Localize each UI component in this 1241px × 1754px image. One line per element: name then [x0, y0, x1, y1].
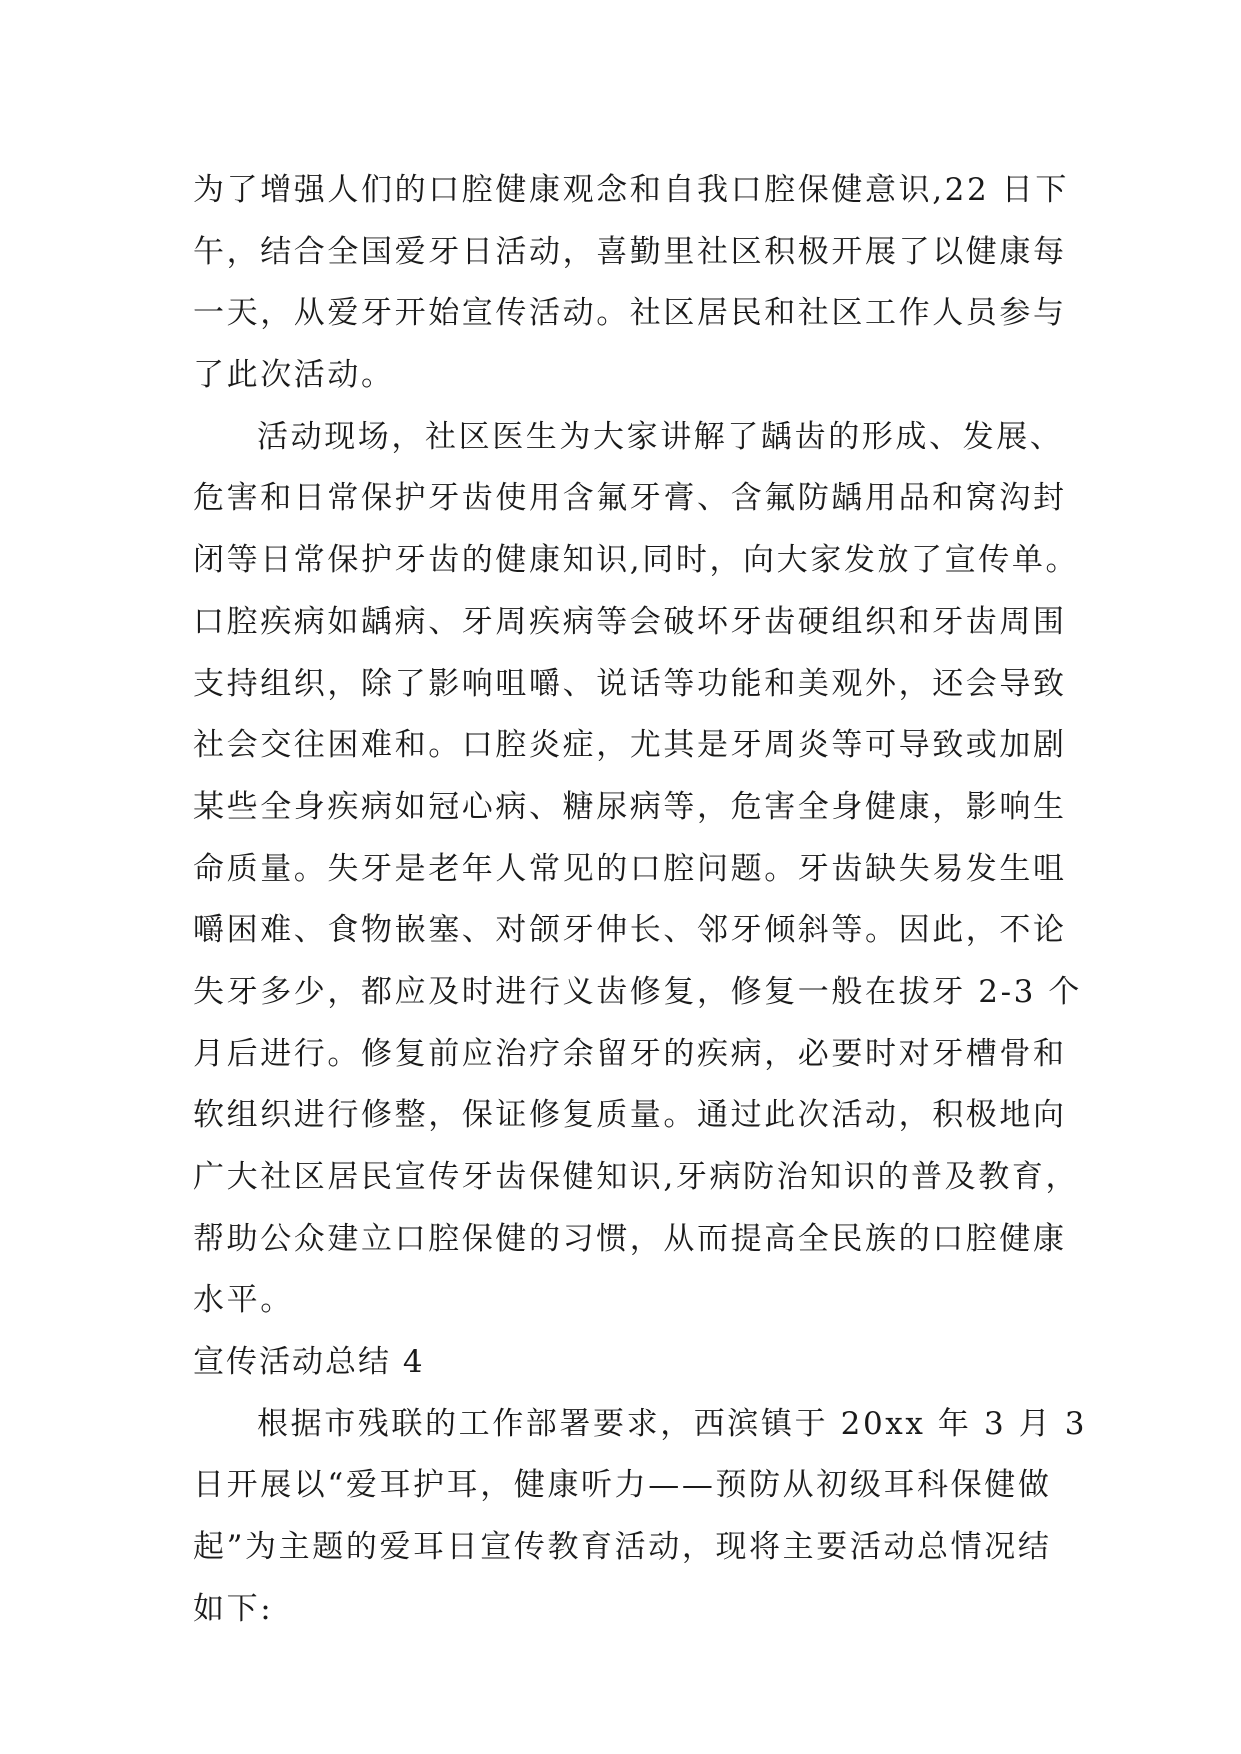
- text-line: 危害和日常保护牙齿使用含氟牙膏、含氟防龋用品和窝沟封: [193, 480, 1067, 517]
- text-line: 失牙多少，都应及时进行义齿修复，修复一般在拔牙 2-3 个: [193, 973, 1083, 1010]
- text-line: 嚼困难、食物嵌塞、对颌牙伸长、邻牙倾斜等。因此，不论: [193, 912, 1067, 949]
- text-line: 日开展以“爱耳护耳，健康听力——预防从初级耳科保健做: [193, 1467, 1052, 1504]
- text-line: 为了增强人们的口腔健康观念和自我口腔保健意识,22 日下: [193, 172, 1069, 208]
- text-line: 帮助公众建立口腔保健的习惯，从而提高全民族的口腔健康: [193, 1220, 1067, 1257]
- text-line: 广大社区居民宣传牙齿保健知识,牙病防治知识的普及教育，: [193, 1159, 1080, 1195]
- text-line: 命质量。失牙是老年人常见的口腔问题。牙齿缺失易发生咀: [193, 850, 1067, 887]
- text-line: 了此次活动。: [193, 357, 395, 394]
- text-line: 软组织进行修整，保证修复质量。通过此次活动，积极地向: [193, 1097, 1067, 1134]
- text-line: 口腔疾病如龋病、牙周疾病等会破坏牙齿硬组织和牙齿周围: [193, 603, 1067, 640]
- paragraph-2: [193, 407, 1083, 1332]
- text-line: 月后进行。修复前应治疗余留牙的疾病，必要时对牙槽骨和: [193, 1035, 1067, 1072]
- text-line: 一天，从爱牙开始宣传活动。社区居民和社区工作人员参与: [193, 295, 1067, 332]
- text-line: 活动现场，社区医生为大家讲解了龋齿的形成、发展、: [257, 418, 1064, 455]
- text-line: 根据市残联的工作部署要求，西滨镇于 20xx 年 3 月 3: [257, 1405, 1088, 1442]
- text-line: 如下:: [193, 1590, 274, 1627]
- text-line: 闭等日常保护牙齿的健康知识,同时，向大家发放了宣传单。: [193, 542, 1080, 579]
- text-line: 支持组织，除了影响咀嚼、说话等功能和美观外，还会导致: [193, 665, 1067, 702]
- section-heading: 宣传活动总结 4: [193, 1344, 425, 1381]
- text-line: 某些全身疾病如冠心病、糖尿病等，危害全身健康，影响生: [193, 788, 1067, 825]
- text-line: 午，结合全国爱牙日活动，喜勤里社区积极开展了以健康每: [193, 233, 1067, 270]
- text-line: 社会交往困难和。口腔炎症，尤其是牙周炎等可导致或加剧: [193, 727, 1067, 764]
- text-line: 起”为主题的爱耳日宣传教育活动，现将主要活动总情况结: [193, 1529, 1052, 1566]
- text-line: 水平。: [193, 1282, 294, 1319]
- paragraph-1: [193, 160, 1069, 407]
- document-body: [193, 160, 1088, 1641]
- paragraph-3: [193, 1394, 1088, 1641]
